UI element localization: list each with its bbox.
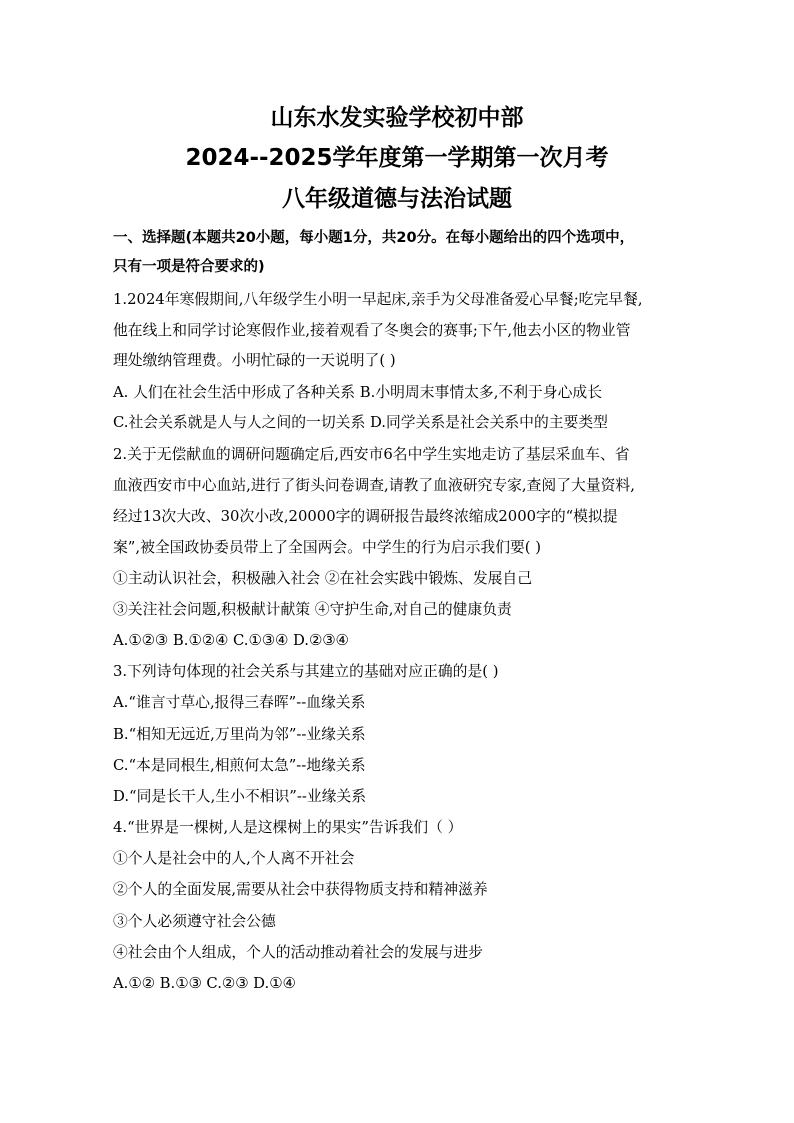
q2-statements-row-2: ③关注社会问题,积极献计献策 ④守护生命,对自己的健康负责: [113, 601, 512, 618]
q3-option-c: C.“本是同根生,相煎何太急”--地缘关系: [113, 757, 366, 774]
q2-stem-line-4: 案”,被全国政协委员带上了全国两会。中学生的行为启示我们要( ): [113, 539, 542, 556]
q3-option-a: A.“谁言寸草心,报得三春晖”--血缘关系: [113, 694, 366, 711]
school-title: 山东水发实验学校初中部: [270, 105, 524, 131]
q2-answer-options: A.①②③ B.①②④ C.①③④ D.②③④: [113, 632, 349, 649]
q2-stem-line-1: 2.关于无偿献血的调研问题确定后,西安市6名中学生实地走访了基层采血车、省: [113, 446, 630, 463]
section-instructions: [113, 224, 693, 282]
q1-stem-line-2: 他在线上和同学讨论寒假作业,接着观看了冬奥会的赛事;下午,他去小区的物业管: [113, 322, 631, 339]
q1-options-row-2: C.社会关系就是人与人之间的一切关系 D.同学关系是社会关系中的主要类型: [113, 414, 608, 431]
q4-stem: 4.“世界是一棵树,人是这棵树上的果实”告诉我们（ ）: [113, 819, 463, 836]
q1-stem-line-1: 1.2024年寒假期间,八年级学生小明一早起床,亲手为父母准备爱心早餐;吃完早餐,: [113, 291, 643, 308]
q3-stem: 3.下列诗句体现的社会关系与其建立的基础对应正确的是( ): [113, 663, 499, 680]
q2-statements-row-1: ①主动认识社会，积极融入社会 ②在社会实践中锻炼、发展自己: [113, 570, 533, 587]
q4-statement-3: ③个人必须遵守社会公德: [113, 913, 276, 930]
q4-statement-4: ④社会由个人组成，个人的活动推动着社会的发展与进步: [113, 944, 483, 961]
q2-stem-line-3: 经过13次大改、30次小改,20000字的调研报告最终浓缩成2000字的“模拟提: [113, 508, 618, 525]
q4-answer-options: A.①② B.①③ C.②③ D.①④: [113, 975, 296, 992]
q1-stem-line-3: 理处缴纳管理费。小明忙碌的一天说明了( ): [113, 352, 396, 369]
q1-options-row-1: A. 人们在社会生活中形成了各种关系 B.小明周末事情太多,不利于身心成长: [113, 384, 602, 401]
q4-statement-2: ②个人的全面发展,需要从社会中获得物质支持和精神滋养: [113, 881, 488, 898]
exam-title: 2024--2025学年度第一学期第一次月考: [185, 145, 609, 171]
section-instructions-line-1: 一、选择题(本题共20小题，每小题1分，共20分。在每小题给出的四个选项中，: [113, 230, 635, 246]
subject-title: 八年级道德与法治试题: [282, 186, 512, 212]
section-instructions-line-2: 只有一项是符合要求的): [113, 259, 265, 275]
q2-stem-line-2: 血液西安市中心血站,进行了街头问卷调查,请教了血液研究专家,查阅了大量资料,: [113, 477, 635, 494]
q3-option-d: D.“同是长干人,生小不相识”--业缘关系: [113, 788, 367, 805]
q4-statement-1: ①个人是社会中的人,个人离不开社会: [113, 850, 355, 867]
q3-option-b: B.“相知无远近,万里尚为邻”--业缘关系: [113, 726, 366, 743]
